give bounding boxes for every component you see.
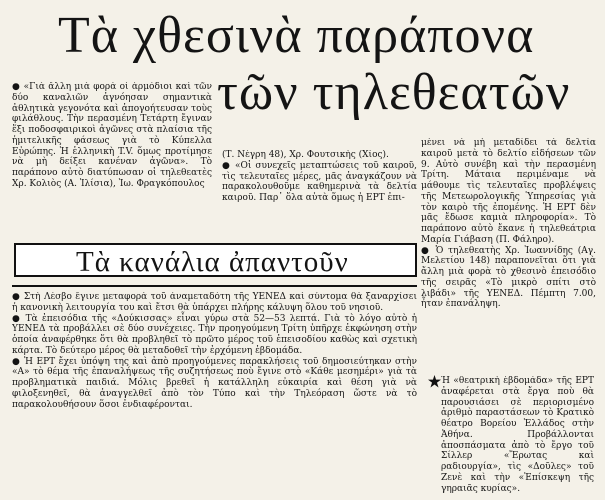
complaint-weather-continued-text: μένει νὰ μὴ μεταδίδει τὰ δελτία καιροῦ μετὰ τὸ δελτίο εἰδήσεων τῶν 9. Αὐτὸ συνέβη καὶ τὴν περασμένη Τρίτη. Μάταια περιμέναμε νὰ μάθουμε τὶς τελευταῖες προβλέψεις τῆς Μετεωρολογικῆς Ὑπηρεσίας γιὰ τὸν καιρὸ τῆς ἐπομένης. Ἡ ΕΡΤ δὲν μᾶς ἔδωσε καμιὰ πληροφορία». Τὸ παράπονο αὐτὸ ἔκανε ἡ τηλεθεάτρια Μαρία Γιάβαση (Π. Φάληρο). xyxy=(421,138,596,245)
theatre-week-column xyxy=(441,376,594,494)
reply-lesvos-text: ● Στὴ Λέσβο ἔγινε μεταφορὰ τοῦ ἀναμεταδότη τῆς ΥΕΝΕΔ καὶ σύντομα θὰ ξαναρχίσει ἡ κανονικὴ λειτουργία του καὶ ἔτσι θὰ ὑπάρχει πλήρης κάλυψη ὅλου τοῦ νησιοῦ. xyxy=(12,292,417,313)
section-title: Τὰ κανάλια ἀπαντοῦν xyxy=(76,246,349,278)
headline-line-1: Τὰ χθεσινὰ παράπονα xyxy=(58,7,535,64)
headline-line-2: τῶν τηλεθεατῶν xyxy=(217,64,571,121)
theatre-week-text: Ἡ «θεατρικὴ ἑβδομάδα» τῆς ΕΡΤ ἀναφέρεται στὰ ἔργα ποὺ θὰ παρουσιάσει σὲ περιορισμένο ἀριθμὸ παραστάσεων τὸ Κρατικὸ θέατρο Βορείου Ἑλλάδος στὴν Ἀθήνα. Προβάλλονται ἀποσπάσματα ἀπὸ τὸ ἔργο τοῦ Σίλλερ «Ἔρωτας καὶ ραδιουργία», τὶς «Δοῦλες» τοῦ Ζενὲ καὶ τὴν «Ἐπίσκεψη τῆς γηραιᾶς κυρίας». xyxy=(441,376,594,494)
complaint-weather-text: ● «Οἱ συνεχεῖς μεταπτώσεις τοῦ καιροῦ, τὶς τελευταῖες μέρες, μᾶς ἀναγκάζουν νὰ παρακολουθοῦμε καθημερινὰ τὰ δελτία καιροῦ. Παρ᾽ ὅλα αὐτὰ ὅμως ἡ ΕΡΤ ἐπι- xyxy=(222,160,417,203)
reply-duchess-text: ● Τὰ ἐπεισόδια τῆς «Δούκισσας» εἶναι γύρω στὰ 52—53 λεπτά. Γιὰ τὸ λόγο αὐτὸ ἡ ΥΕΝΕΔ τὰ προβάλλει σὲ δύο συνέχειες. Τὴν προηγούμενη Τρίτη ὑπῆρχε ἐκφώνηση στὴν ὁποία ἀναφέρθηκε ὅτι θὰ προβληθεῖ τὸ πρῶτο μέρος τοῦ ἐπεισοδίου καθὼς καὶ σχετικὴ κάρτα. Τὸ δεύτερο μέρος θὰ μεταδοθεῖ τὴν ἐρχόμενη ἑβδομάδα. xyxy=(12,313,417,356)
complaint-sports-text: ● «Γιὰ ἄλλη μιὰ φορὰ οἱ ἁρμόδιοι καὶ τῶν δύο καναλιῶν ἀγνόησαν σημαντικὰ ἀθλητικὰ γεγονότα καὶ ἀπογοήτευσαν τοὺς φιλάθλους. Τὴν περασμένη Τετάρτη ἔγιναν ἕξι ποδοσφαιρικοὶ ἀγῶνες στὰ πλαίσια τῆς ἡμιτελικῆς φάσεως γιὰ τὸ Κύπελλα Εὐρώπης. Ἡ ἑλληνικὴ T.V. ὅμως προτίμησε νὰ μὴ δείξει κανέναν ἀγῶνα». Τὸ παράπονο αὐτὸ διατύπωσαν οἱ τηλεθεατὲς Χρ. Κολιὸς (Α. Ἰλίσια), Ἰω. Φραγκόπουλος xyxy=(12,82,212,189)
complaint-weather-column xyxy=(222,150,417,240)
section-title-box xyxy=(14,243,417,277)
star-icon xyxy=(428,375,441,388)
complaint-series-text: ● Ὁ τηλεθεατὴς Χρ. Ἰωαννίδης (Αγ. Μελετίου 148) παραπονεῖται ὅτι γιὰ ἄλλη μιὰ φορὰ τὸ χθεσινὸ ἐπεισόδιο τῆς σειρᾶς «Τὸ μικρὸ σπίτι στὸ λιβάδι» τῆς ΥΕΝΕΔ. Πέμπτη 7.00, ἦταν ἐπανάληψη. xyxy=(421,245,596,310)
complaint-sports-column xyxy=(12,82,212,238)
complaint-weather-continued-column xyxy=(421,138,596,348)
section-divider xyxy=(12,285,417,287)
complaint-signature-text: (Τ. Νέγρη 48), Χρ. Φουτσικὴς (Χίος). xyxy=(222,150,389,160)
reply-children-text: ● Ἡ ΕΡΤ ἔχει ὑπόψη της καὶ ἀπὸ προηγούμενες παρακλήσεις τοῦ δημοσιεύτηκαν στὴν «Α» τὸ θέμα τῆς ἐπαναλήψεως τῆς συζητήσεως ποὺ ἔγινε στὸ «Κάθε μεσημέρι» γιὰ τὰ προβληματικὰ παιδιά. Μόλις βρεθεῖ ἡ κατάλληλη εὐκαιρία καὶ θέση γιὰ νὰ φιλοξενηθεῖ, θὰ ἀναγγελθεῖ ἀπὸ τὸν Τύπο καὶ τὴν Τηλεόραση ὥστε νὰ τὸ παρακολουθήσουν ὅσοι ἐνδιαφέρονται. xyxy=(12,356,417,410)
channels-reply-column xyxy=(12,292,417,482)
